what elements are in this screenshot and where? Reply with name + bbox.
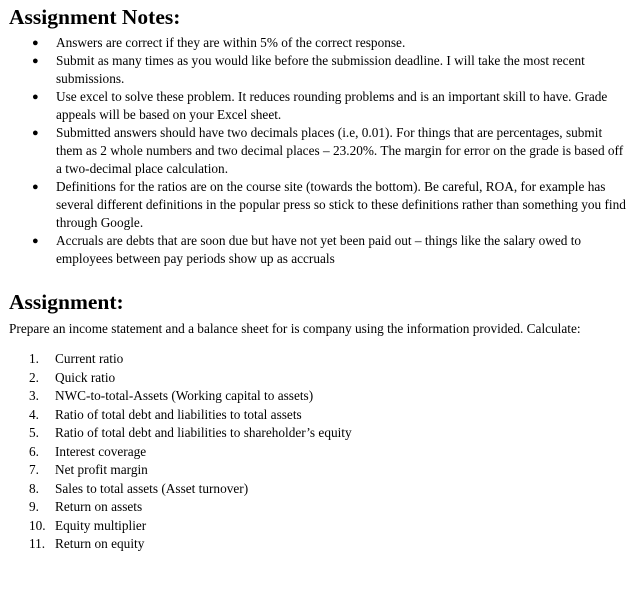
task-text: Interest coverage xyxy=(55,443,147,459)
note-text: Submit as many times as you would like before the submission deadline. I will take the most recent submissions. xyxy=(56,53,585,86)
task-number: 7. xyxy=(29,462,39,477)
list-item xyxy=(9,535,629,554)
note-text: Submitted answers should have two decimals places (i.e, 0.01). For things that are percentages, submit them as 2 whole numbers and two decimal places – 23.20%. The margin for error on the grade is based off a two-decimal place calculation. xyxy=(56,125,624,176)
task-text: Ratio of total debt and liabilities to total assets xyxy=(55,406,302,422)
list-item xyxy=(9,178,629,232)
list-item xyxy=(9,52,629,88)
bullet-icon: ● xyxy=(32,235,39,247)
bullet-icon: ● xyxy=(32,55,39,67)
list-item xyxy=(9,124,629,178)
bullet-icon: ● xyxy=(32,181,39,193)
task-text: Ratio of total debt and liabilities to shareholder’s equity xyxy=(55,425,352,440)
note-text: Use excel to solve these problem. It reduces rounding problems and is an important skill to have. Grade appeals will be based on your Excel sheet. xyxy=(56,89,608,122)
list-item xyxy=(9,350,629,369)
tasks-list xyxy=(9,350,629,554)
bullet-icon: ● xyxy=(32,91,39,103)
task-text: Current ratio xyxy=(55,351,124,366)
list-item xyxy=(9,34,629,52)
document-page xyxy=(9,0,629,554)
assignment-intro: Prepare an income statement and a balance sheet for is company using the information provided. Calculate: xyxy=(9,321,581,336)
task-number: 6. xyxy=(29,443,39,459)
task-text: NWC-to-total-Assets (Working capital to assets) xyxy=(55,388,314,403)
bullet-icon: ● xyxy=(32,127,39,139)
list-item xyxy=(9,387,629,406)
task-number: 9. xyxy=(29,499,39,514)
list-item xyxy=(9,232,629,268)
notes-heading: Assignment Notes: xyxy=(9,5,181,29)
task-text: Quick ratio xyxy=(55,369,116,385)
task-number: 1. xyxy=(29,351,39,366)
assignment-heading: Assignment: xyxy=(9,290,124,314)
bullet-icon: ● xyxy=(32,37,39,49)
list-item xyxy=(9,498,629,517)
list-item xyxy=(9,443,629,462)
list-item xyxy=(9,517,629,536)
list-item xyxy=(9,88,629,124)
task-text: Sales to total assets (Asset turnover) xyxy=(55,480,249,496)
notes-list xyxy=(9,34,629,268)
list-item xyxy=(9,424,629,443)
task-text: Equity multiplier xyxy=(55,517,147,533)
list-item xyxy=(9,369,629,388)
note-text: Accruals are debts that are soon due but have not yet been paid out – things like the salary owed to employees between pay periods show up as accruals xyxy=(56,233,582,266)
task-number: 3. xyxy=(29,388,39,403)
note-text: Definitions for the ratios are on the course site (towards the bottom). Be careful, ROA, for example has several different definitions in the popular press so stick to these definitions rather than something you find through Google. xyxy=(56,179,626,230)
task-text: Return on assets xyxy=(55,499,143,514)
list-item xyxy=(9,406,629,425)
list-item xyxy=(9,461,629,480)
task-number: 4. xyxy=(29,406,39,422)
task-text: Net profit margin xyxy=(55,462,148,477)
task-number: 10. xyxy=(29,517,46,533)
list-item xyxy=(9,480,629,499)
task-number: 11. xyxy=(29,536,46,551)
note-text: Answers are correct if they are within 5% of the correct response. xyxy=(56,35,406,50)
task-number: 8. xyxy=(29,480,39,496)
task-number: 2. xyxy=(29,369,39,385)
task-text: Return on equity xyxy=(55,536,145,551)
task-number: 5. xyxy=(29,425,39,440)
